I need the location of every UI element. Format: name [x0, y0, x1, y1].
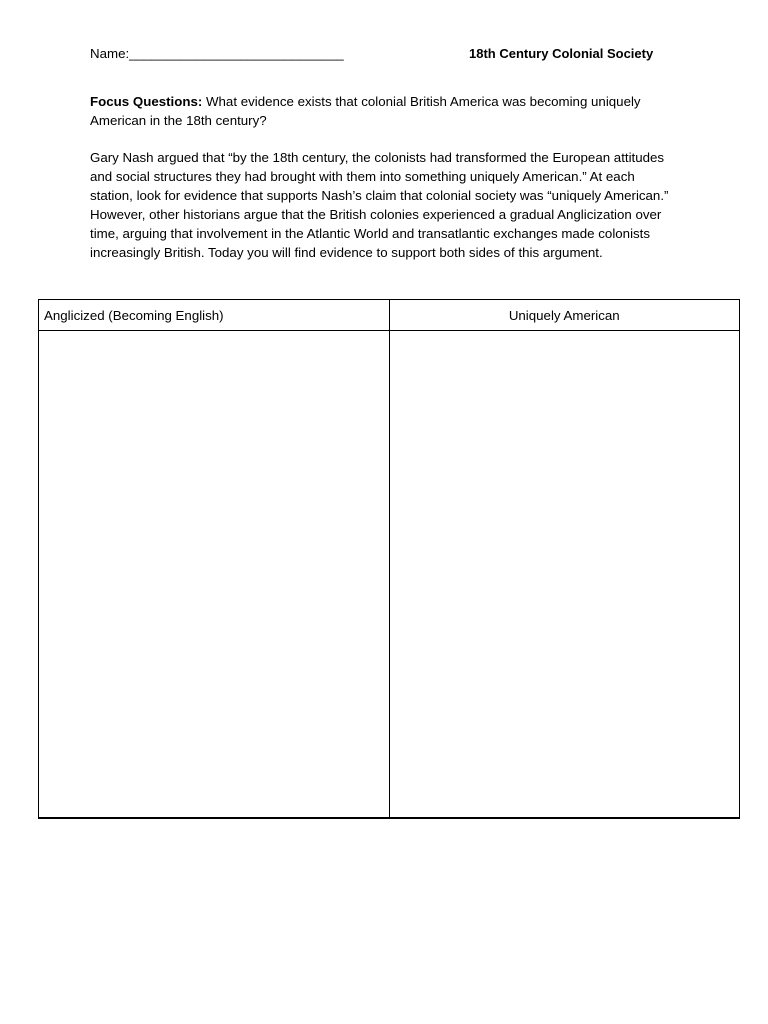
column-header-uniquely-american: Uniquely American [389, 300, 740, 331]
intro-paragraph: Gary Nash argued that “by the 18th century, the colonists had transformed the European attitudes and social structures they had brought with them into something uniquely American.” At each station, look for evidence that supports Nash’s claim that colonial society was “uniquely American.” However, other historians argue that the British colonies experienced a gradual Anglicization over time, arguing that involvement in the Atlantic World and transatlantic exchanges made colonists increasingly British. Today you will find evidence to support both sides of this argument. [90, 150, 669, 260]
document-title: 18th Century Colonial Society [469, 46, 654, 61]
evidence-table [38, 299, 740, 819]
anglicized-evidence-cell[interactable] [39, 331, 390, 819]
table-row [39, 331, 740, 819]
name-field-label[interactable]: Name:_____________________________ [90, 46, 344, 61]
focus-questions-text: What evidence exists that colonial British America was becoming uniquely American in the 18th century? [90, 94, 641, 128]
uniquely-american-evidence-cell[interactable] [389, 331, 740, 819]
focus-questions-label: Focus Questions: [90, 94, 203, 109]
table-header-row [39, 300, 740, 331]
focus-questions [90, 92, 680, 130]
column-header-anglicized: Anglicized (Becoming English) [39, 300, 390, 331]
